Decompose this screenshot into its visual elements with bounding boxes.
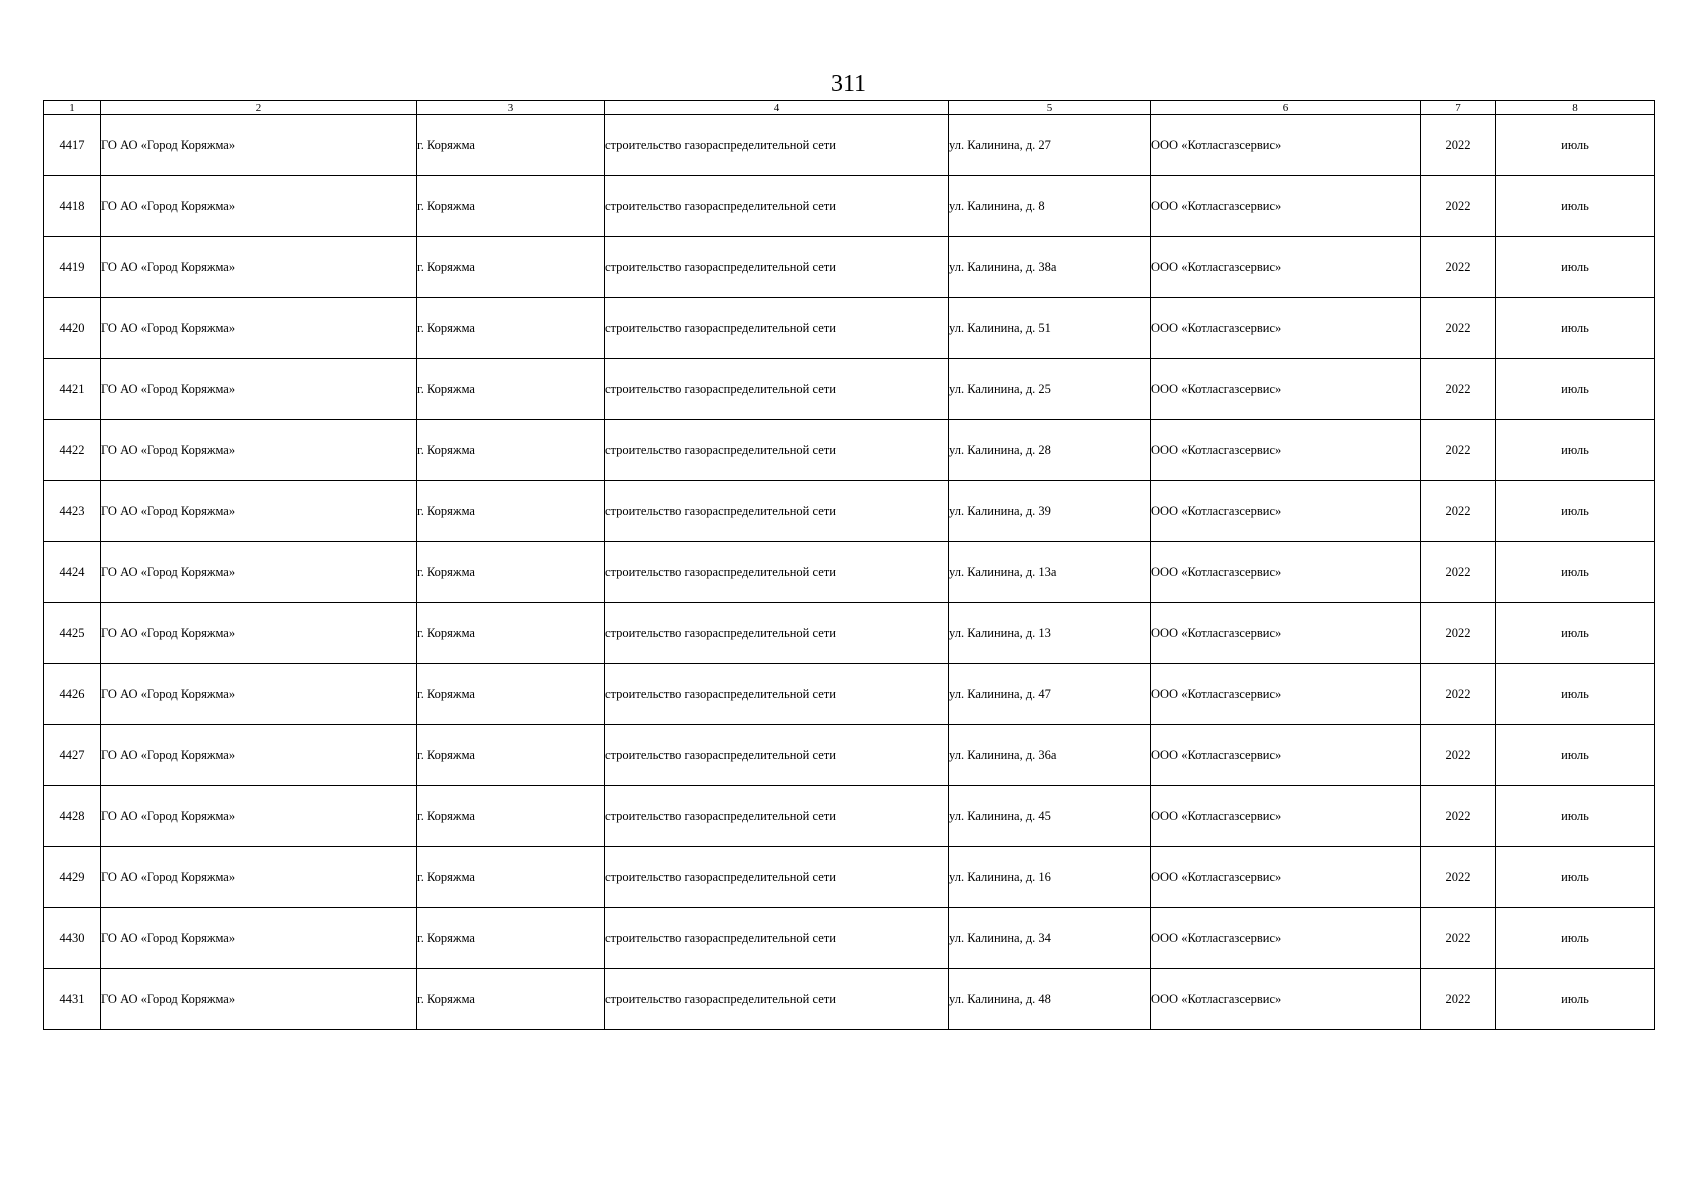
cell-number: 4420	[44, 298, 101, 359]
cell-municipality: ГО АО «Город Коряжма»	[101, 908, 417, 969]
cell-address: ул. Калинина, д. 47	[949, 664, 1151, 725]
cell-year: 2022	[1421, 359, 1496, 420]
cell-work-type: строительство газораспределительной сети	[605, 908, 949, 969]
table-row	[44, 359, 1655, 420]
cell-work-type: строительство газораспределительной сети	[605, 237, 949, 298]
cell-year: 2022	[1421, 664, 1496, 725]
table-body	[44, 115, 1655, 1030]
cell-address: ул. Калинина, д. 45	[949, 786, 1151, 847]
cell-organization: ООО «Котласгазсервис»	[1151, 420, 1421, 481]
header-row	[44, 101, 1655, 115]
table-row	[44, 420, 1655, 481]
cell-year: 2022	[1421, 847, 1496, 908]
cell-organization: ООО «Котласгазсервис»	[1151, 664, 1421, 725]
cell-organization: ООО «Котласгазсервис»	[1151, 237, 1421, 298]
cell-number: 4422	[44, 420, 101, 481]
cell-number: 4431	[44, 969, 101, 1030]
cell-municipality: ГО АО «Город Коряжма»	[101, 603, 417, 664]
cell-year: 2022	[1421, 176, 1496, 237]
cell-number: 4429	[44, 847, 101, 908]
cell-work-type: строительство газораспределительной сети	[605, 664, 949, 725]
cell-address: ул. Калинина, д. 51	[949, 298, 1151, 359]
cell-month: июль	[1496, 542, 1655, 603]
page-number: 311	[830, 71, 867, 97]
cell-year: 2022	[1421, 420, 1496, 481]
cell-year: 2022	[1421, 237, 1496, 298]
cell-organization: ООО «Котласгазсервис»	[1151, 847, 1421, 908]
cell-year: 2022	[1421, 481, 1496, 542]
table-row	[44, 786, 1655, 847]
cell-address: ул. Калинина, д. 48	[949, 969, 1151, 1030]
cell-organization: ООО «Котласгазсервис»	[1151, 908, 1421, 969]
column-header-7: 7	[1421, 101, 1496, 115]
cell-number: 4424	[44, 542, 101, 603]
cell-settlement: г. Коряжма	[417, 237, 605, 298]
cell-work-type: строительство газораспределительной сети	[605, 786, 949, 847]
cell-year: 2022	[1421, 725, 1496, 786]
cell-work-type: строительство газораспределительной сети	[605, 420, 949, 481]
column-header-1: 1	[44, 101, 101, 115]
column-header-3: 3	[417, 101, 605, 115]
cell-year: 2022	[1421, 969, 1496, 1030]
cell-work-type: строительство газораспределительной сети	[605, 298, 949, 359]
cell-year: 2022	[1421, 603, 1496, 664]
column-header-4: 4	[605, 101, 949, 115]
cell-municipality: ГО АО «Город Коряжма»	[101, 847, 417, 908]
cell-work-type: строительство газораспределительной сети	[605, 481, 949, 542]
cell-work-type: строительство газораспределительной сети	[605, 359, 949, 420]
cell-work-type: строительство газораспределительной сети	[605, 176, 949, 237]
cell-municipality: ГО АО «Город Коряжма»	[101, 420, 417, 481]
cell-organization: ООО «Котласгазсервис»	[1151, 176, 1421, 237]
table-row	[44, 725, 1655, 786]
cell-year: 2022	[1421, 908, 1496, 969]
cell-settlement: г. Коряжма	[417, 420, 605, 481]
cell-municipality: ГО АО «Город Коряжма»	[101, 237, 417, 298]
cell-municipality: ГО АО «Город Коряжма»	[101, 176, 417, 237]
cell-month: июль	[1496, 603, 1655, 664]
cell-organization: ООО «Котласгазсервис»	[1151, 481, 1421, 542]
cell-municipality: ГО АО «Город Коряжма»	[101, 481, 417, 542]
cell-settlement: г. Коряжма	[417, 481, 605, 542]
cell-settlement: г. Коряжма	[417, 603, 605, 664]
table-row	[44, 176, 1655, 237]
table-row	[44, 298, 1655, 359]
cell-number: 4430	[44, 908, 101, 969]
cell-number: 4426	[44, 664, 101, 725]
cell-municipality: ГО АО «Город Коряжма»	[101, 725, 417, 786]
table-row	[44, 908, 1655, 969]
cell-number: 4425	[44, 603, 101, 664]
cell-municipality: ГО АО «Город Коряжма»	[101, 542, 417, 603]
cell-settlement: г. Коряжма	[417, 298, 605, 359]
cell-work-type: строительство газораспределительной сети	[605, 115, 949, 176]
cell-number: 4417	[44, 115, 101, 176]
cell-work-type: строительство газораспределительной сети	[605, 725, 949, 786]
cell-year: 2022	[1421, 115, 1496, 176]
cell-number: 4418	[44, 176, 101, 237]
cell-settlement: г. Коряжма	[417, 359, 605, 420]
cell-number: 4423	[44, 481, 101, 542]
table-row	[44, 542, 1655, 603]
cell-work-type: строительство газораспределительной сети	[605, 847, 949, 908]
cell-work-type: строительство газораспределительной сети	[605, 603, 949, 664]
cell-month: июль	[1496, 359, 1655, 420]
cell-organization: ООО «Котласгазсервис»	[1151, 115, 1421, 176]
cell-settlement: г. Коряжма	[417, 908, 605, 969]
cell-municipality: ГО АО «Город Коряжма»	[101, 298, 417, 359]
cell-organization: ООО «Котласгазсервис»	[1151, 603, 1421, 664]
cell-municipality: ГО АО «Город Коряжма»	[101, 664, 417, 725]
cell-settlement: г. Коряжма	[417, 542, 605, 603]
cell-settlement: г. Коряжма	[417, 969, 605, 1030]
cell-organization: ООО «Котласгазсервис»	[1151, 725, 1421, 786]
cell-municipality: ГО АО «Город Коряжма»	[101, 786, 417, 847]
table-row	[44, 847, 1655, 908]
cell-month: июль	[1496, 786, 1655, 847]
cell-month: июль	[1496, 237, 1655, 298]
cell-settlement: г. Коряжма	[417, 115, 605, 176]
cell-month: июль	[1496, 298, 1655, 359]
cell-month: июль	[1496, 969, 1655, 1030]
cell-organization: ООО «Котласгазсервис»	[1151, 298, 1421, 359]
cell-month: июль	[1496, 908, 1655, 969]
cell-address: ул. Калинина, д. 27	[949, 115, 1151, 176]
cell-year: 2022	[1421, 298, 1496, 359]
table-row	[44, 603, 1655, 664]
cell-settlement: г. Коряжма	[417, 786, 605, 847]
cell-organization: ООО «Котласгазсервис»	[1151, 359, 1421, 420]
cell-settlement: г. Коряжма	[417, 664, 605, 725]
cell-month: июль	[1496, 176, 1655, 237]
cell-address: ул. Калинина, д. 8	[949, 176, 1151, 237]
column-header-5: 5	[949, 101, 1151, 115]
cell-number: 4421	[44, 359, 101, 420]
cell-year: 2022	[1421, 786, 1496, 847]
cell-address: ул. Калинина, д. 34	[949, 908, 1151, 969]
cell-municipality: ГО АО «Город Коряжма»	[101, 115, 417, 176]
cell-month: июль	[1496, 420, 1655, 481]
cell-month: июль	[1496, 664, 1655, 725]
cell-number: 4427	[44, 725, 101, 786]
table-row	[44, 664, 1655, 725]
data-table	[43, 100, 1655, 1030]
cell-organization: ООО «Котласгазсервис»	[1151, 786, 1421, 847]
column-header-2: 2	[101, 101, 417, 115]
cell-address: ул. Калинина, д. 28	[949, 420, 1151, 481]
cell-address: ул. Калинина, д. 25	[949, 359, 1151, 420]
cell-address: ул. Калинина, д. 38а	[949, 237, 1151, 298]
cell-month: июль	[1496, 725, 1655, 786]
cell-settlement: г. Коряжма	[417, 725, 605, 786]
table-row	[44, 115, 1655, 176]
cell-organization: ООО «Котласгазсервис»	[1151, 969, 1421, 1030]
cell-work-type: строительство газораспределительной сети	[605, 542, 949, 603]
cell-municipality: ГО АО «Город Коряжма»	[101, 969, 417, 1030]
cell-settlement: г. Коряжма	[417, 847, 605, 908]
cell-address: ул. Калинина, д. 13а	[949, 542, 1151, 603]
cell-settlement: г. Коряжма	[417, 176, 605, 237]
cell-municipality: ГО АО «Город Коряжма»	[101, 359, 417, 420]
table-header	[44, 101, 1655, 115]
cell-number: 4419	[44, 237, 101, 298]
cell-address: ул. Калинина, д. 16	[949, 847, 1151, 908]
cell-address: ул. Калинина, д. 36а	[949, 725, 1151, 786]
cell-month: июль	[1496, 115, 1655, 176]
cell-organization: ООО «Котласгазсервис»	[1151, 542, 1421, 603]
cell-number: 4428	[44, 786, 101, 847]
column-header-6: 6	[1151, 101, 1421, 115]
table-row	[44, 481, 1655, 542]
cell-month: июль	[1496, 847, 1655, 908]
cell-month: июль	[1496, 481, 1655, 542]
table-row	[44, 969, 1655, 1030]
cell-year: 2022	[1421, 542, 1496, 603]
table-row	[44, 237, 1655, 298]
cell-address: ул. Калинина, д. 13	[949, 603, 1151, 664]
cell-work-type: строительство газораспределительной сети	[605, 969, 949, 1030]
column-header-8: 8	[1496, 101, 1655, 115]
cell-address: ул. Калинина, д. 39	[949, 481, 1151, 542]
